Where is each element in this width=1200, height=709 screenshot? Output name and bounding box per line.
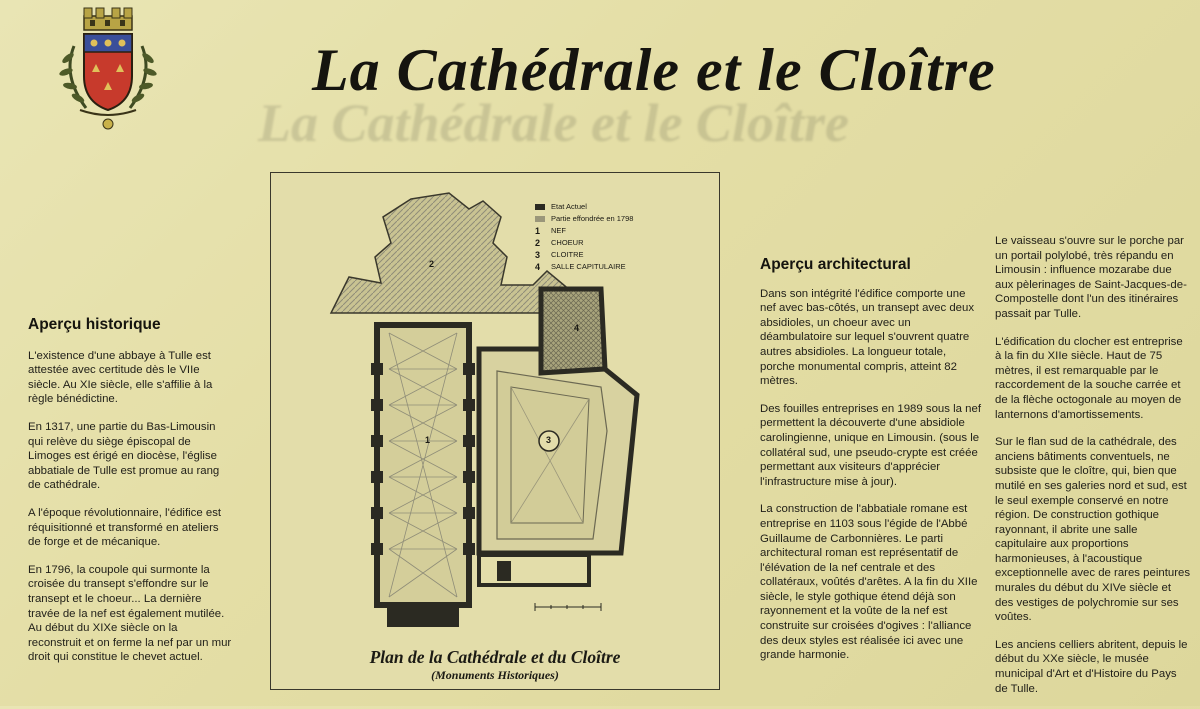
historique-paragraph: En 1317, une partie du Bas-Limousin qui relève du siège épiscopal de Limoges est érigé en diocèse, l'église abbatiale de Tulle est promue au rang de cathédrale. — [28, 420, 220, 492]
tulle-coat-of-arms-icon — [56, 6, 160, 136]
suite-paragraph: L'édification du clocher est entreprise à la fin du XIIe siècle. Haut de 75 mètres, il est remarquable par le raccordement de la souche carrée et de la flèche octogonale au moyen de lanternons d'amortissements. — [995, 335, 1183, 421]
suite-paragraph: Sur le flan sud de la cathédrale, des anciens bâtiments conventuels, ne subsiste que le cloître, qui, bien que mutilé en ses galeries nord et sud, est le seul exemple conservé en notre région. De construction gothique rayonnant, il abrite une salle capitulaire aux proportions harmonieuses, à l'acoustique exceptionnelle avec de rares peintures murales du début du XIVe siècle et des vestiges de polychromie sur ses voûtes. — [995, 436, 1191, 624]
suite-paragraph: Les anciens celliers abritent, depuis le début du XXe siècle, le musée municipal d'Art et d'Histoire du Pays de Tulle. — [995, 638, 1188, 695]
historique-heading: Aperçu historique — [28, 316, 161, 333]
label-nef: 1 — [425, 435, 431, 445]
porch — [387, 605, 459, 627]
historique-column — [28, 318, 233, 678]
legend-item: 3 CLOITRE — [535, 250, 584, 260]
legend-item: Etat Actuel — [535, 201, 633, 213]
chapter-house — [541, 289, 605, 373]
legend-item: 1 NEF — [535, 226, 566, 236]
plan-subcaption: (Monuments Historiques) — [431, 668, 559, 682]
floor-plan-drawing — [271, 173, 719, 643]
historique-paragraph: L'existence d'une abbaye à Tulle est attestée avec certitude dès le VIIe siècle. Au XIe siècle, elle s'affilie à la règle bénédictine. — [28, 349, 213, 406]
suite-column — [995, 234, 1191, 709]
title-reflection: La Cathédrale et le Cloître — [258, 93, 849, 153]
architectural-paragraph: Des fouilles entreprises en 1989 sous la nef permettent la découverte d'une absidiole carolingienne, unique en Limousin. (sous le collatéral sud, une pseudo-crypte est créée permettant aux visiteurs d'apprécier l'infrastructure mise à jour). — [760, 402, 981, 488]
historique-paragraph: A l'époque révolutionnaire, l'édifice est réquisitionné et transformé en ateliers de forge et de mécanique. — [28, 506, 222, 549]
cathedral-plan — [270, 172, 720, 690]
legend-item: Partie effondrée en 1798 — [535, 213, 633, 225]
page-title: La Cathédrale et le Cloître — [312, 37, 996, 103]
plan-caption: Plan de la Cathédrale et du Cloître — [369, 647, 621, 667]
architectural-paragraph: La construction de l'abbatiale romane est entreprise en 1103 sous l'égide de l'Abbé Guillaume de Carbonnières. Le parti architectural roman est représentatif de l'élévation de la nef centrale et des collatéraux, voûtés d'arêtes. A la fin du XIIe siècle, le style gothique étend déjà son rayonnement et la voûte de la nef est construite sur croisées d'ogives : l'alliance des deux styles est réalisée ici avec une grande harmonie. — [760, 503, 978, 662]
architectural-column — [760, 258, 982, 676]
label-salle-capitulaire: 4 — [574, 323, 580, 333]
architectural-heading: Aperçu architectural — [760, 256, 911, 273]
legend-item: 4 SALLE CAPITULAIRE — [535, 262, 626, 272]
legend-item: 2 CHOEUR — [535, 238, 584, 248]
label-cloitre: 3 — [546, 435, 552, 445]
historique-paragraph: En 1796, la coupole qui surmonte la croisée du transept s'effondre sur le transept et le choeur... La dernière travée de la nef est également mutilée. Au début du XIXe siècle on la reconstruit et on ferme la nef par un mur droit qui constitue le chevet actuel. — [28, 563, 232, 664]
architectural-paragraph: Dans son intégrité l'édifice comporte une nef avec bas-côtés, un transept avec deux absidioles, un choeur avec un déambulatoire sur lequel s'ouvrent quatre autres absidioles. La longueur totale, porche monumental compris, atteint 82 mètres. — [760, 287, 975, 388]
label-choeur: 2 — [429, 259, 435, 269]
plan-legend — [535, 201, 633, 273]
suite-paragraph: Le vaisseau s'ouvre sur le porche par un portail polylobé, très répandu en Limousin : influence mozarabe due aux pèlerinages de Saint-Jacques-de-Compostelle dont l'un des itinéraires passait par Tulle. — [995, 235, 1187, 320]
